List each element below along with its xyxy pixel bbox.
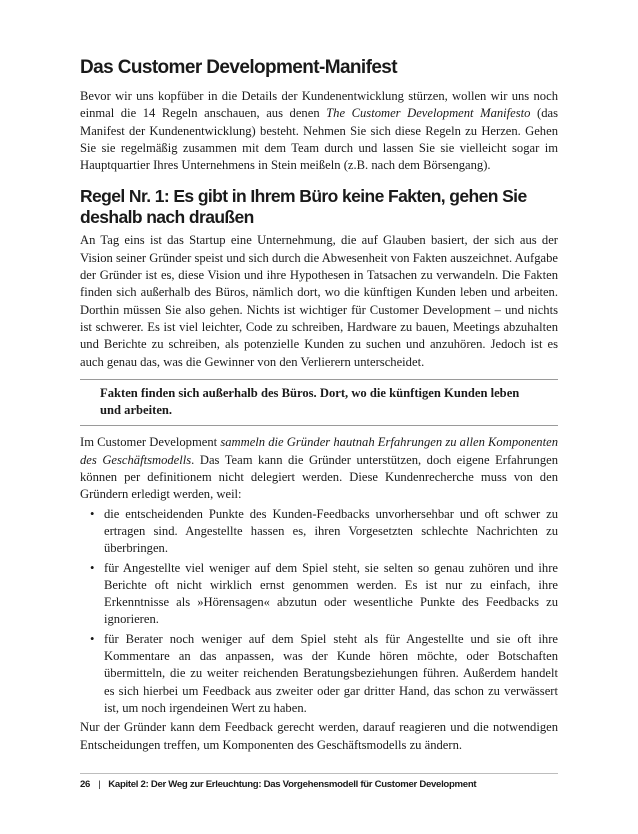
callout-text: Fakten finden sich außerhalb des Büros. Dort, wo die künftigen Kunden leben und arbeiten. [100,385,520,418]
intro-text-start: Bevor wir uns kopfüber in die Details der Kundenentwicklung stürzen, wollen wir uns noch einmal die 14 Regeln anschauen, aus denen [80,89,558,121]
page-footer [80,773,558,790]
second-paragraph [80,434,558,503]
second-text-start: Im Customer Development [80,435,221,450]
list-item-text: für Angestellte viel weniger auf dem Spiel steht, sie selten so genau zuhören und ihre Berichte oft nicht wirklich ernst genommen werden. Es ist nur zu einfach, ihre Erkenntnisse als »Hörensagen« abzutun oder wesentliche Punkte des Feedbacks zu ignorieren. [104,560,558,627]
chapter-title: Kapitel 2: Der Weg zur Erleuchtung: Das Vorgehensmodell für Customer Development [108,779,477,790]
rule-heading: Regel Nr. 1: Es gibt in Ihrem Büro keine Fakten, gehen Sie deshalb nach draußen [80,186,527,228]
second-emphasis: sammeln die Gründer hautnah Erfahrungen zu allen Komponenten des Geschäftsmodells [80,435,558,467]
footer-separator: | [98,779,101,790]
list-item-text: für Berater noch weniger auf dem Spiel steht als für Angestellte und sie oft ihre Kommentare an das anpassen, was der Kunde hören möchte, oder Botschaften übermitteln, die zu weiter reichenden Beratungsbeziehungen führen. Außerdem handelt es sich hierbei um Feedback aus zweiter oder gar dritter Hand, das schon zu verwässert ist, um noch irgendeinen Wert zu haben. [104,631,558,715]
rule-paragraph: An Tag eins ist das Startup eine Unternehmung, die auf Glauben basiert, der sich aus der Vision seiner Gründer speist und sich durch die Abwesenheit von Fakten auszeichnet. Aufgabe der Gründer ist es, diese Vision und ihre Hypothesen in Tatsachen zu verwandeln. Die Fakten finden sich außerhalb des Büros, nämlich dort, wo die künftigen Kunden leben und arbeiten. Dorthin müssen Sie also gehen. Nichts ist wichtiger für Customer Development – und nichts ist schwerer. Es ist viel leichter, Code zu schreiben, Hardware zu bauen, Meetings abzuhalten und Berichte zu schreiben, als potenzielle Kunden zu suchen und anzuhören. Jedoch ist es auch genau das, was die Gewinner von den Verlierern unterscheidet. [80,233,558,369]
callout-box [80,379,558,427]
bullet-icon: • [90,506,95,521]
bullet-icon: • [90,560,95,575]
bullet-list [80,506,558,718]
closing-paragraph: Nur der Gründer kann dem Feedback gerecht werden, darauf reagieren und die notwendigen Entscheidungen treffen, um Komponenten des Geschäftsmodells zu ändern. [80,720,558,752]
bullet-icon: • [90,631,95,646]
intro-paragraph [80,88,558,174]
intro-book-title: The Customer Development Manifesto [326,106,531,121]
list-item [90,560,558,629]
page-number: 26 [80,779,91,790]
list-item [90,631,558,717]
list-item-text: die entscheidenden Punkte des Kunden-Feedbacks unvorhersehbar und oft schwer zu ertragen sind. Angestellte hassen es, ihren Vorgesetzten schlechte Nachrichten zu überbringen. [104,506,558,556]
section-heading: Das Customer Development-Manifest [80,57,397,78]
intro-text-end: (das Manifest der Kundenentwicklung) besteht. Nehmen Sie sich diese Regeln zu Herzen. Gehen Sie sie regelmäßig zusammen mit dem Team durch und lassen Sie sie vielleicht sogar im Hauptquartier Ihres Unternehmens in Stein meißeln (z.B. nach dem Börsengang). [80,106,559,173]
list-item [90,506,558,558]
second-text-end: . Das Team kann die Gründer unterstützen, doch eigene Erfahrungen können per definitionem nicht delegiert werden. Diese Kundenrecherche muss von den Gründern erledigt werden, weil: [80,452,559,502]
